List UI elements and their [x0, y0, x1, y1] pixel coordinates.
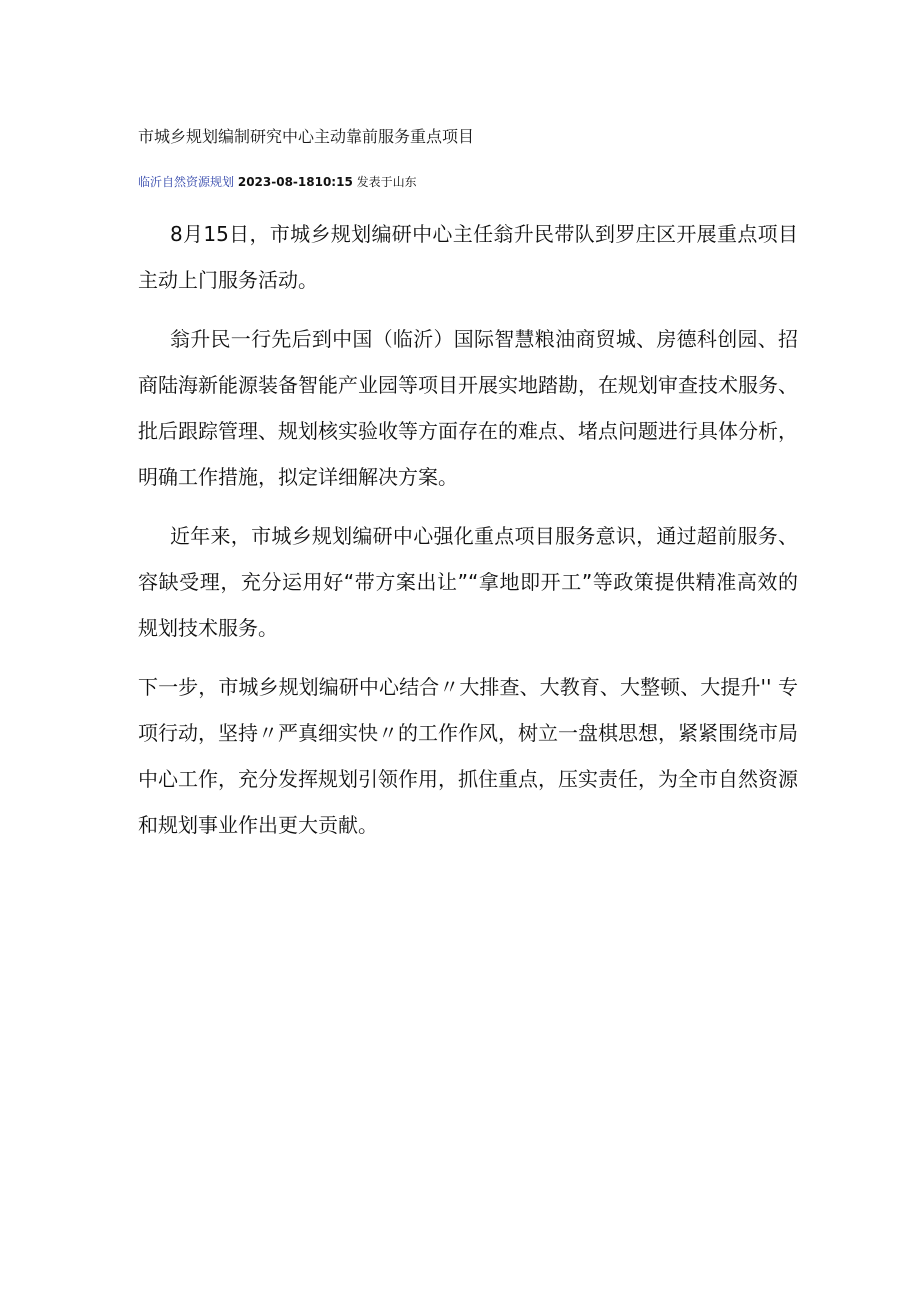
source-link[interactable]: 临沂自然资源规划 — [138, 175, 235, 189]
paragraph-2: 翁升民一行先后到中国（临沂）国际智慧粮油商贸城、房德科创园、招商陆海新能源装备智能产业园等项目开展实地踏勘，在规划审查技术服务、批后跟踪管理、规划核实验收等方面存在的难点、堵点问题进行具体分析，明确工作措施，拟定详细解决方案。 — [138, 327, 798, 489]
paragraph-3: 近年来，市城乡规划编研中心强化重点项目服务意识，通过超前服务、容缺受理，充分运用好“带方案出让”“拿地即开工”等政策提供精准高效的规划技术服务。 — [138, 524, 798, 640]
article-title: 市城乡规划编制研究中心主动靠前服务重点项目 — [138, 127, 475, 146]
publish-location: 发表于山东 — [356, 175, 417, 189]
paragraph-1: 8月15日，市城乡规划编研中心主任翁升民带队到罗庄区开展重点项目主动上门服务活动。 — [138, 222, 798, 292]
article-body — [138, 211, 798, 861]
article-meta — [138, 174, 417, 190]
publish-date: 2023-08-1810:15 — [237, 175, 353, 189]
paragraph-4: 下一步，市城乡规划编研中心结合〃大排查、大教育、大整顿、大提升'' 专项行动，坚持〃严真细实快〃的工作作风，树立一盘棋思想，紧紧围绕市局中心工作，充分发挥规划引领作用，抓住重点，压实责任，为全市自然资源和规划事业作出更大贡献。 — [138, 675, 798, 837]
